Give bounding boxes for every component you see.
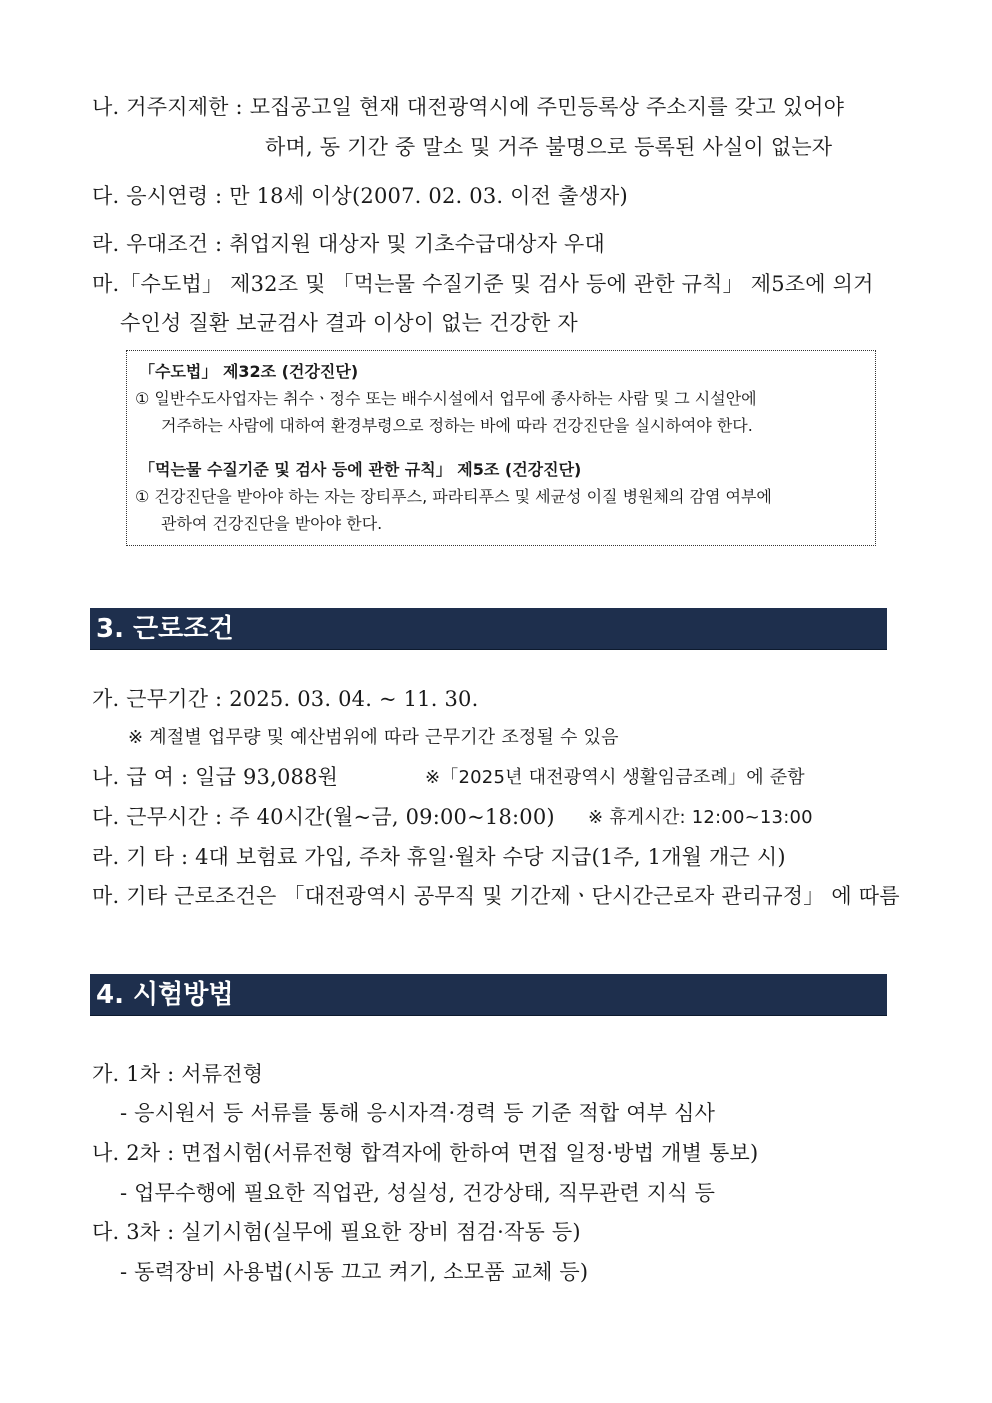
health-requirement-line-2: 수인성 질환 보균검사 결과 이상이 없는 건강한 자 [120, 311, 578, 335]
section-3-heading: 3. 근로조건 [90, 608, 887, 650]
section-4-heading: 4. 시험방법 [90, 974, 887, 1016]
exam-stage-1-detail: - 응시원서 등 서류를 통해 응시자격·경력 등 기준 적합 여부 심사 [120, 1101, 716, 1125]
legal-box-title-2: 「먹는물 수질기준 및 검사 등에 관한 규칙」 제5조 (건강진단) [139, 460, 582, 479]
exam-stage-2: 나. 2차 : 면접시험(서류전형 합격자에 한하여 면접 일정·방법 개별 통보) [92, 1141, 759, 1165]
preference-condition: 라. 우대조건 : 취업지원 대상자 및 기초수급대상자 우대 [92, 232, 605, 256]
pay: 나. 급 여 : 일급 93,088원 [92, 765, 339, 789]
exam-stage-3-detail: - 동력장비 사용법(시동 끄고 켜기, 소모품 교체 등) [120, 1260, 589, 1284]
exam-stage-2-detail: - 업무수행에 필요한 직업관, 성실성, 건강상태, 직무관련 지식 등 [120, 1181, 716, 1205]
legal-box-item-2-line-1: ① 건강진단을 받아야 하는 자는 장티푸스, 파라티푸스 및 세균성 이질 병원체의 감염 여부에 [135, 487, 772, 506]
work-hours-note: ※ 휴게시간: 12:00~13:00 [588, 807, 813, 828]
other-conditions: 마. 기타 근로조건은 「대전광역시 공무직 및 기간제ㆍ단시간근로자 관리규정」 에 따름 [92, 884, 900, 908]
legal-box-item-2-line-2: 관하여 건강진단을 받아야 한다. [161, 514, 383, 533]
legal-box-title-1: 「수도법」 제32조 (건강진단) [139, 362, 359, 381]
legal-box-item-1-line-1: ① 일반수도사업자는 취수ㆍ정수 또는 배수시설에서 업무에 종사하는 사람 및 그 시설안에 [135, 389, 757, 408]
work-hours: 다. 근무시간 : 주 40시간(월~금, 09:00~18:00) [92, 805, 555, 829]
legal-reference-box [126, 350, 876, 546]
pay-note: ※「2025년 대전광역시 생활임금조례」에 준함 [425, 767, 805, 788]
exam-stage-3: 다. 3차 : 실기시험(실무에 필요한 장비 점검·작동 등) [92, 1220, 581, 1244]
legal-box-item-1-line-2: 거주하는 사람에 대하여 환경부령으로 정하는 바에 따라 건강진단을 실시하여야 한다. [161, 416, 753, 435]
residence-line-1: 나. 거주지제한 : 모집공고일 현재 대전광역시에 주민등록상 주소지를 갖고 있어야 [92, 95, 845, 119]
work-period: 가. 근무기간 : 2025. 03. 04. ~ 11. 30. [92, 687, 479, 711]
age-requirement: 다. 응시연령 : 만 18세 이상(2007. 02. 03. 이전 출생자) [92, 184, 628, 208]
work-period-note: ※ 계절별 업무량 및 예산범위에 따라 근무기간 조정될 수 있음 [128, 727, 619, 748]
health-requirement-line-1: 마.「수도법」 제32조 및 「먹는물 수질기준 및 검사 등에 관한 규칙」 제5조에 의거 [92, 272, 874, 296]
exam-stage-1: 가. 1차 : 서류전형 [92, 1062, 264, 1086]
other-benefits: 라. 기 타 : 4대 보험료 가입, 주차 휴일·월차 수당 지급(1주, 1개월 개근 시) [92, 845, 786, 869]
residence-line-2: 하며, 동 기간 중 말소 및 거주 불명으로 등록된 사실이 없는자 [265, 135, 833, 159]
